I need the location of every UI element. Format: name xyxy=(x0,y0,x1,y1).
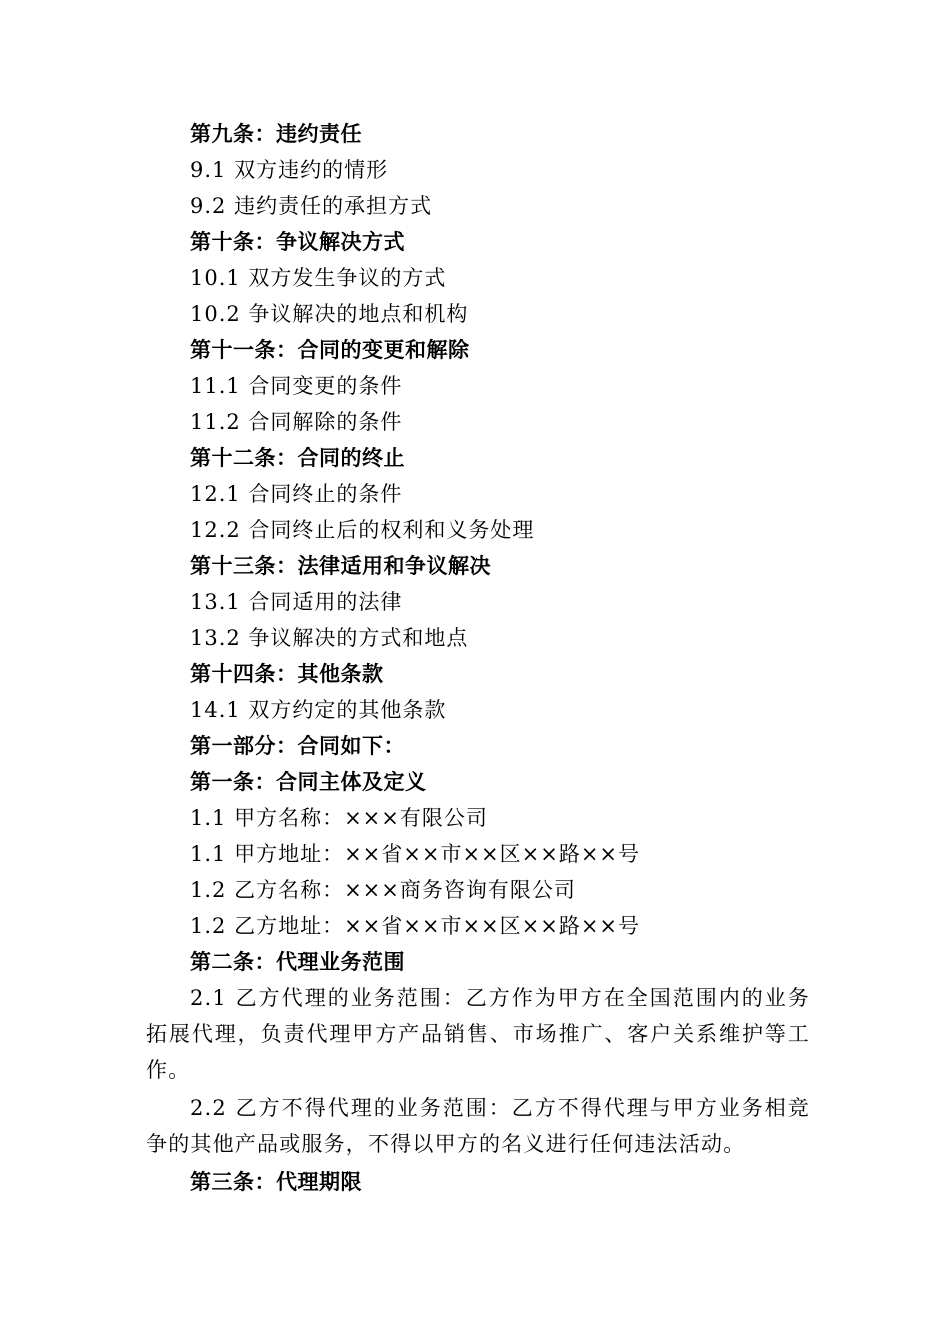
clause-item: 12.2 合同终止后的权利和义务处理 xyxy=(190,518,535,542)
clause-item: 13.2 争议解决的方式和地点 xyxy=(190,626,469,650)
section-heading: 第十条：争议解决方式 xyxy=(190,230,405,254)
clause-paragraph: 2.2 乙方不得代理的业务范围：乙方不得代理与甲方业务相竞争的其他产品或服务，不得以甲方的名义进行任何违法活动。 xyxy=(146,1096,810,1156)
clause-item: 10.2 争议解决的地点和机构 xyxy=(190,302,469,326)
clause-item: 11.2 合同解除的条件 xyxy=(190,410,403,434)
party-a-address: 1.1 甲方地址：××省××市××区××路××号 xyxy=(190,842,641,866)
clause-item: 9.2 违约责任的承担方式 xyxy=(190,194,433,218)
section-heading: 第十二条：合同的终止 xyxy=(190,446,405,470)
section-heading: 第三条：代理期限 xyxy=(190,1170,362,1194)
clause-paragraph: 2.1 乙方代理的业务范围：乙方作为甲方在全国范围内的业务拓展代理，负责代理甲方产品销售、市场推广、客户关系维护等工作。 xyxy=(146,986,810,1082)
party-a-name: 1.1 甲方名称：×××有限公司 xyxy=(190,806,488,830)
part-heading: 第一部分：合同如下： xyxy=(190,734,405,758)
section-heading: 第十一条：合同的变更和解除 xyxy=(190,338,470,362)
section-heading: 第一条：合同主体及定义 xyxy=(190,770,427,794)
section-heading: 第二条：代理业务范围 xyxy=(190,950,405,974)
clause-item: 14.1 双方约定的其他条款 xyxy=(190,698,447,722)
clause-item: 11.1 合同变更的条件 xyxy=(190,374,403,398)
section-heading: 第九条：违约责任 xyxy=(190,122,362,146)
party-b-address: 1.2 乙方地址：××省××市××区××路××号 xyxy=(190,914,641,938)
clause-item: 13.1 合同适用的法律 xyxy=(190,590,403,614)
clause-item: 10.1 双方发生争议的方式 xyxy=(190,266,447,290)
section-heading: 第十三条：法律适用和争议解决 xyxy=(190,554,491,578)
document-body xyxy=(146,116,810,1200)
party-b-name: 1.2 乙方名称：×××商务咨询有限公司 xyxy=(190,878,576,902)
clause-item: 12.1 合同终止的条件 xyxy=(190,482,403,506)
clause-item: 9.1 双方违约的情形 xyxy=(190,158,389,182)
section-heading: 第十四条：其他条款 xyxy=(190,662,384,686)
